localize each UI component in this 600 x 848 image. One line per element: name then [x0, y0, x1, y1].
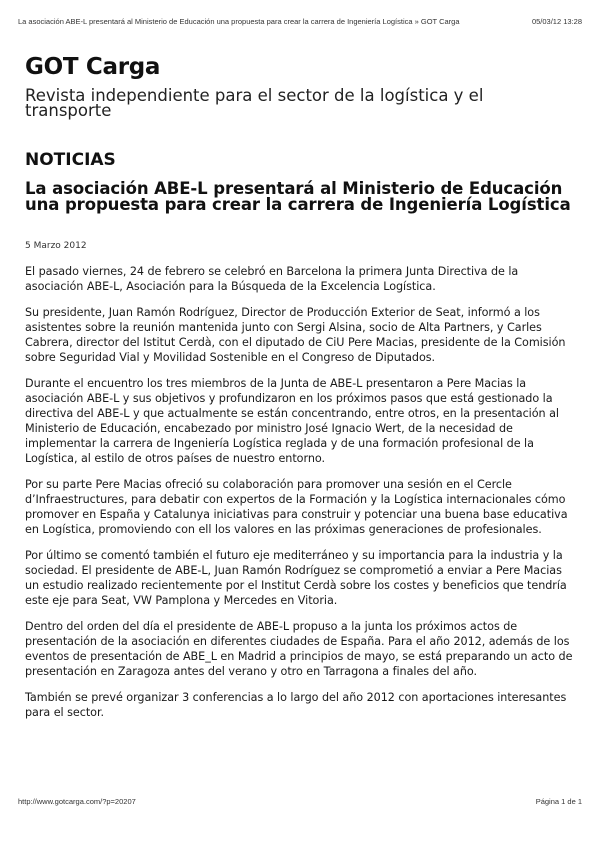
section-label: NOTICIAS [25, 150, 116, 170]
print-header [18, 17, 582, 26]
article-paragraph: Por su parte Pere Macias ofreció su colaboración para promover una sesión en el Cercle d’Infraestructures, para debatir con expertos de la Formación y la Logística internacionales cómo promover en España y Catalunya iniciativas para construir y potenciar una buena base educativa en Logística, promoviendo con ell los valores en las próximas generaciones de profesionales. [25, 478, 568, 536]
article-paragraph: Durante el encuentro los tres miembros de la Junta de ABE-L presentaron a Pere Macias la asociación ABE-L y sus objetivos y profundizaron en los próximos pasos que está gestionado la directiva del ABE-L y que actualmente se están concentrando, entre otros, en la presentación al Ministerio de Educación, encabezado por ministro José Ignacio Wert, de la necesidad de implementar la carrera de Ingeniería Logística reglada y de una formación profesional de la Logística, al estilo de otros países de nuestro entorno. [25, 377, 559, 465]
site-tagline: Revista independiente para el sector de la logística y el transporte [25, 86, 484, 120]
article-paragraph: Dentro del orden del día el presidente de ABE-L propuso a la junta los próximos actos de presentación de la asociación en diferentes ciudades de España. Para el año 2012, además de los eventos de presentación de ABE_L en Madrid a principios de mayo, se está preparando un acto de presentación en Zaragoza antes del verano y otro en Tarragona a finales del año. [25, 620, 573, 678]
print-footer-page: Página 1 de 1 [535, 797, 582, 806]
article-paragraph: El pasado viernes, 24 de febrero se celebró en Barcelona la primera Junta Directiva de la asociación ABE-L, Asociación para la Búsqueda de la Excelencia Logística. [25, 265, 519, 293]
article-body [25, 264, 575, 731]
article-date: 5 Marzo 2012 [25, 241, 87, 251]
article-paragraph: Por último se comentó también el futuro eje mediterráneo y su importancia para la industria y la sociedad. El presidente de ABE-L, Juan Ramón Rodríguez se comprometió a enviar a Pere Macias un estudio realizado recientemente por el Institut Cerdà sobre los costes y beneficios que tendría este eje para Seat, VW Pamplona y Mercedes en Vitoria. [25, 549, 567, 607]
print-header-title: La asociación ABE-L presentará al Ministerio de Educación una propuesta para crear la carrera de Ingeniería Logística » GOT Carga [18, 17, 460, 26]
print-footer [18, 797, 582, 806]
print-footer-url: http://www.gotcarga.com/?p=20207 [18, 797, 136, 806]
print-header-datetime: 05/03/12 13:28 [531, 17, 582, 26]
site-title[interactable]: GOT Carga [25, 54, 161, 80]
article-paragraph: Su presidente, Juan Ramón Rodríguez, Director de Producción Exterior de Seat, informó a los asistentes sobre la reunión mantenida junto con Sergi Alsina, socio de Alta Partners, y Carles Cabrera, director del Istitut Cerdà, con el diputado de CiU Pere Macias, presidente de la Comisión sobre Seguridad Vial y Movilidad Sostenible en el Congreso de Diputados. [25, 306, 566, 364]
article-paragraph: También se prevé organizar 3 conferencias a lo largo del año 2012 con aportaciones interesantes para el sector. [25, 691, 567, 719]
article-title[interactable]: La asociación ABE-L presentará al Ministerio de Educación una propuesta para crear la carrera de Ingeniería Logística [25, 179, 571, 214]
